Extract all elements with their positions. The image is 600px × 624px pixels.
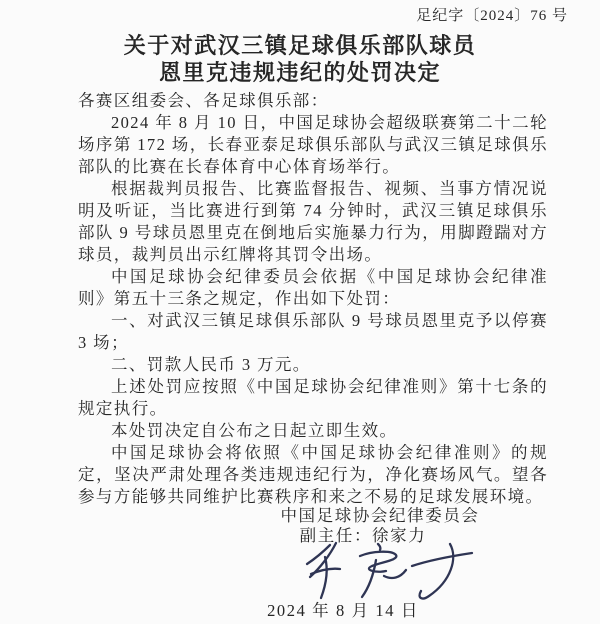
signer-title-and-name: 副主任：徐家力 xyxy=(299,526,427,545)
closing-block xyxy=(0,508,600,624)
paragraph-match-info: 2024 年 8 月 10 日，中国足球协会超级联赛第二十二轮场序第 172 场，长春亚泰足球俱乐部队与武汉三镇足球俱乐部队的比赛在长春体育中心体育场举行。 xyxy=(78,113,548,176)
paragraph-ruling-basis: 中国足球协会纪律委员会依据《中国足球协会纪律准则》第五十三条之规定，作出如下处罚： xyxy=(78,267,548,308)
paragraph-incident-description: 根据裁判员报告、比赛监督报告、视频、当事方情况说明及听证，当比赛进行到第 74 分钟时，武汉三镇足球俱乐部队 9 号球员恩里克在倒地后实施暴力行为，用脚蹬踹对方球员，裁判员出示红牌将其罚令出场。 xyxy=(78,179,548,264)
document-title xyxy=(0,32,600,86)
issuing-organization: 中国足球协会纪律委员会 xyxy=(280,506,480,525)
document-title-line-2: 恩里克违规违纪的处罚决定 xyxy=(158,60,441,85)
paragraph-effective-date: 本处罚决定自公布之日起立即生效。 xyxy=(111,421,398,440)
salutation: 各赛区组委会、各足球俱乐部： xyxy=(78,91,329,110)
document-reference-number: 足纪字〔2024〕76 号 xyxy=(416,8,568,24)
paragraph-penalty-suspension: 一、对武汉三镇足球俱乐部队 9 号球员恩里克予以停赛 3 场； xyxy=(78,311,548,352)
document-body xyxy=(78,90,548,508)
document-date: 2024 年 8 月 14 日 xyxy=(267,601,419,620)
paragraph-closing-statement: 中国足球协会将依照《中国足球协会纪律准则》的规定，坚决严肃处理各类违规违纪行为，净化赛场风气。望各参与方能够共同维护比赛秩序和来之不易的足球发展环境。 xyxy=(78,443,548,506)
handwritten-signature xyxy=(300,541,480,601)
paragraph-execution-rule: 上述处罚应按照《中国足球协会纪律准则》第十七条的规定执行。 xyxy=(78,377,548,418)
paragraph-penalty-fine: 二、罚款人民币 3 万元。 xyxy=(111,355,311,374)
document-title-line-1: 关于对武汉三镇足球俱乐部队球员 xyxy=(123,33,477,58)
